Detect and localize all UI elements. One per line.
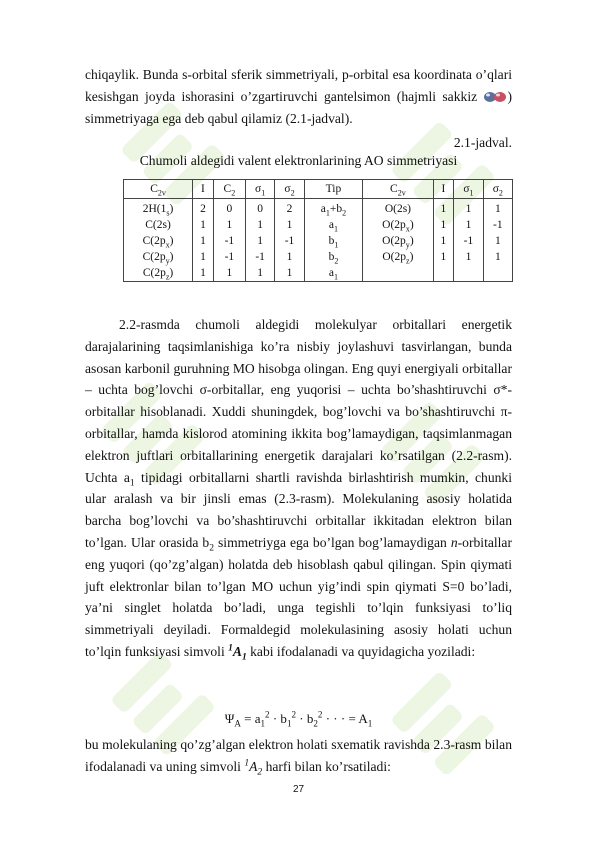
paragraph-excited-state	[85, 734, 512, 778]
table-cell: 1	[483, 249, 512, 265]
formula-dots: · · ·	[322, 711, 349, 726]
table-cell: $O(2p_y)$	[363, 233, 433, 249]
table-cell: $a_1+b_2$	[304, 199, 363, 218]
table-cell: $b_1$	[304, 233, 363, 249]
table-cell	[363, 265, 433, 282]
table-cell: -1	[213, 249, 245, 265]
formula-b1-sup: 2	[291, 709, 297, 720]
table-row	[124, 199, 513, 218]
table-cell	[433, 265, 454, 282]
table-cell: 1	[245, 265, 274, 282]
table-cell: O(2s)	[363, 199, 433, 218]
p2-symbol-sub: 1	[241, 652, 247, 663]
table-cell: -1	[245, 249, 274, 265]
col-sigma1: $\sigma_1$	[245, 180, 274, 199]
col-c2v-b: $C_{2v}$	[363, 180, 433, 199]
p2-sub-2: 2	[209, 543, 214, 554]
table-cell: 1	[193, 233, 214, 249]
formula-A-sub: 1	[367, 718, 373, 729]
p2-text-4: -orbitallar eng yuqori (qo’zg’algan) holatda deb hisoblash qabul qilingan. Spin qiymati juft elektronlar bilan to’lgan MO uchun yig’indi spin qiymati S=0 bo’ladi, ya’ni singlet holatda bo’ladi, unga tegishli to’lqin funksiyasi to’liq simmetriyali deyiladi. Formaldegid molekulasining asosiy holati uchun to’lqin funksiyasi simvoli	[85, 534, 512, 659]
table-cell: 1	[213, 265, 245, 282]
paragraph1-text-a: chiqaylik. Bunda s-orbital sferik simmetriyali, p-orbital esa koordinata o’qlari kesishgan joyda ishorasini o’zgartiruvchi gantelsimon (hajmli sakkiz	[85, 67, 512, 104]
p3-symbol-sup: 1	[244, 758, 250, 769]
table-cell: $O(2p_x)$	[363, 217, 433, 233]
table-cell: $C(2p_y)$	[124, 249, 193, 265]
table-row	[124, 233, 513, 249]
col-c2v: $C_{2v}$	[124, 180, 193, 199]
p3-symbol-sub: 2	[257, 767, 263, 778]
table-cell: 1	[454, 199, 483, 218]
table-cell: -1	[454, 233, 483, 249]
table-cell	[483, 265, 512, 282]
paragraph-orbital-symmetry	[85, 64, 512, 129]
col-c2: $C_2$	[213, 180, 245, 199]
col-tip: Tip	[304, 180, 363, 199]
formula-eq1: = a	[240, 711, 261, 726]
formula-b2-sup: 2	[317, 709, 323, 720]
table-cell: 1	[193, 217, 214, 233]
table-cell: C(2s)	[124, 217, 193, 233]
formula-eq2: = A	[348, 711, 368, 726]
formula-dot1: · b	[269, 711, 287, 726]
table-cell: 1	[193, 265, 214, 282]
p2-symbol-main: A	[232, 643, 242, 659]
formula-a-sup: 2	[265, 709, 270, 720]
table-row	[124, 217, 513, 233]
table-cell: 1	[275, 217, 304, 233]
table-row	[124, 265, 513, 282]
table-cell: 1	[275, 265, 304, 282]
table-cell: $C(2p_x)$	[124, 233, 193, 249]
p3-text-1: bu molekulaning qo’zg’algan elektron holati sxematik ravishda 2.3-rasm bilan ifodalanadi va uning simvoli	[85, 737, 512, 774]
table-cell: 1	[454, 217, 483, 233]
wavefunction-formula	[85, 711, 512, 727]
col-identity: I	[193, 180, 214, 199]
table-cell: 1	[433, 249, 454, 265]
table-cell	[454, 265, 483, 282]
paragraph1-text-b: ) simmetriyaga ega deb qabul qilamiz (2.1-jadval).	[85, 88, 512, 126]
p2-text-5: kabi ifodalanadi va quyidagicha yoziladi:	[246, 643, 476, 659]
table-cell: 2	[193, 199, 214, 218]
table-cell: 1	[245, 217, 274, 233]
formula-b1-sub: 1	[286, 718, 292, 729]
formula-b2-sub: 2	[313, 718, 318, 729]
table-cell: 1	[433, 199, 454, 218]
symmetry-table	[123, 179, 513, 282]
table-cell: 0	[213, 199, 245, 218]
table-cell: 1	[433, 217, 454, 233]
table-cell: 1	[454, 249, 483, 265]
table-cell: 0	[245, 199, 274, 218]
formula-dot2: · b	[296, 711, 314, 726]
col-sigma2: $\sigma_2$	[275, 180, 304, 199]
table-cell: 1	[275, 249, 304, 265]
table-header-row	[124, 180, 513, 199]
table-cell: 1	[433, 233, 454, 249]
table-cell: $C(2p_z)$	[124, 265, 193, 282]
col-identity-b: I	[433, 180, 454, 199]
p3-symbol-main: A	[249, 758, 258, 774]
formula-psi-sub: A	[234, 718, 241, 729]
table-cell: $a_1$	[304, 265, 363, 282]
table-number: 2.1-jadval.	[453, 135, 512, 150]
page-number: 27	[292, 784, 305, 795]
table-cell: $2H(1_s)$	[124, 199, 193, 218]
p2-italic-n: n	[450, 534, 458, 550]
table-cell: 1	[193, 249, 214, 265]
p2-text-2: tipidagi orbitallarni shartli ravishda birlashtirish mumkin, chunki ular aralash va bir jinsli emas (2.3-rasm). Molekulaning asosiy holatida barcha bog’lovchi va bo’shashtiruvchi orbitallar ikkitadan elektron bilan to’lgan. Ular orasida b	[85, 469, 512, 550]
formula-psi: Ψ	[224, 711, 235, 726]
table-cell: 1	[245, 233, 274, 249]
table-caption: Chumoli aldegidi valent elektronlarining AO simmetriyasi	[139, 153, 458, 168]
table-cell: -1	[213, 233, 245, 249]
formula-a-sub: 1	[260, 718, 266, 729]
table-cell: $a_1$	[304, 217, 363, 233]
table-cell: 2	[275, 199, 304, 218]
table-cell: $b_2$	[304, 249, 363, 265]
table-cell: 1	[483, 199, 512, 218]
table-cell: $O(2p_z)$	[363, 249, 433, 265]
table-cell: 1	[213, 217, 245, 233]
p2-text-1: 2.2-rasmda chumoli aldegidi molekulyar orbitallari energetik darajalarining taqsimlanishiga ko’ra nisbiy joylashuvi tasvirlangan, bunda asosan karbonil guruhning MO hisobga olingan. Eng quyi energiyali orbitallar – uchta bog’lovchi σ-orbitallar, eng yuqorisi – uchta bo’shashtiruvchi σ*-orbitallar hisoblanadi. Xuddi shuningdek, bog’lovchi va bo’shashtiruvchi π-orbitallar, hamda kislorod atomining ikkita bog’lamaydigan, taqsimlanmagan elektron juftlari orbitallarining energetik darajalari ko’rsatilgan (2.2-rasm). Uchta a	[85, 317, 512, 485]
table-cell: 1	[483, 233, 512, 249]
p2-text-3: simmetriyga ega bo’lgan bog’lamaydigan	[213, 534, 451, 550]
p2-sub-1: 1	[129, 478, 135, 489]
col-sigma2-b: $\sigma_2$	[483, 180, 512, 199]
table-cell: -1	[483, 217, 512, 233]
col-sigma1-b: $\sigma_1$	[454, 180, 483, 199]
table-cell: -1	[275, 233, 304, 249]
paragraph-mo-description	[85, 314, 512, 663]
p-orbital-dumbbell-icon	[483, 91, 507, 103]
p3-text-2: harfi bilan ko’rsatiladi:	[262, 758, 391, 774]
table-row	[124, 249, 513, 265]
table-body	[124, 199, 513, 282]
p2-symbol-sup: 1	[228, 643, 233, 654]
